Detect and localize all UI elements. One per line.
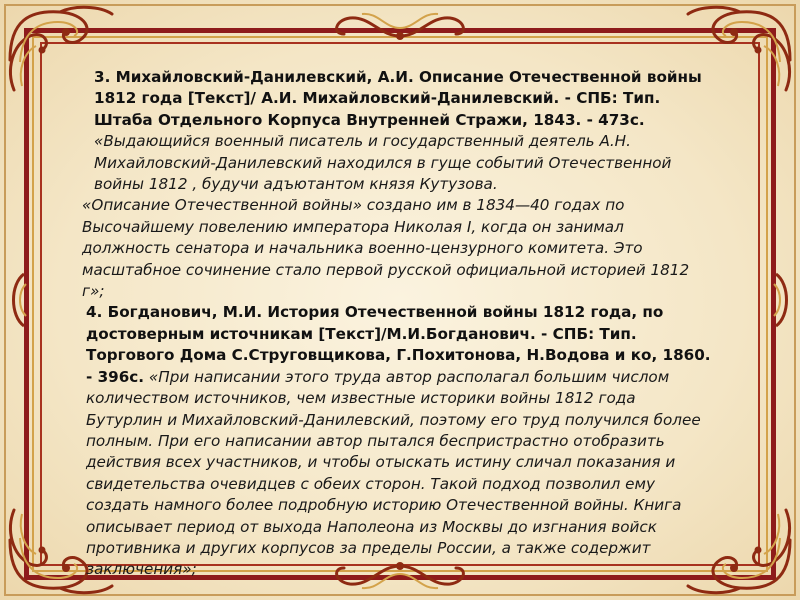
entry-3-heading: 3. Михайловский-Данилевский, А.И. Описание Отечественной войны 1812 года [Текст]/ А.И. Михайловский-Данилевский. - СПБ: Тип. Штаба Отдельного Корпуса Внутренней Стражи, 1843. - 473с.: [94, 68, 702, 129]
entry-3-description: «Выдающийся военный писатель и государственный деятель А.Н. Михайловский-Данилевский находился в гуще событий Отечественной войны 1812 , будучи адъютантом князя Кутузова.: [94, 132, 672, 194]
entry-4: [82, 302, 712, 580]
bibliography-text: [82, 67, 712, 581]
entry-3-description-continued: «Описание Отечественной войны» создано им в 1834—40 годах по Высочайшему повелению императора Николая I, когда он занимал должность сенатора и начальника военно-цензурного комитета. Это масштабное сочинение стало первой русской официальной историей 1812 г»;: [82, 196, 690, 301]
entry-4-description: «При написании этого труда автор располагал большим числом количеством источников, чем известные историки войны 1812 года Бутурлин и Михайловский-Данилевский, поэтому его труд получился более полным. При его написании автор пытался беспристрастно отобразить действия всех участников, и чтобы отыскать истину сличал показания и свидетельства очевидцев с обеих сторон. Такой подход позволил ему создать намного более подробную историю Отечественной войны. Книга описывает период от выхода Наполеона из Москвы до изгнания войск противника и других корпусов за пределы России, а также содержит заключения»;: [86, 367, 701, 579]
entry-3: [82, 67, 712, 195]
entry-4-heading: 4. Богданович, М.И. История Отечественной войны 1812 года, по достоверным источникам [Текст]/М.И.Богданович. - СПБ: Тип. Торгового Дома С.Струговщикова, Г.Похитонова, Н.Водова и ко, 1860. - 396с.: [86, 303, 711, 386]
side-scroll-icon: [770, 270, 794, 330]
top-scroll-icon: [300, 6, 500, 46]
side-scroll-icon: [6, 270, 30, 330]
